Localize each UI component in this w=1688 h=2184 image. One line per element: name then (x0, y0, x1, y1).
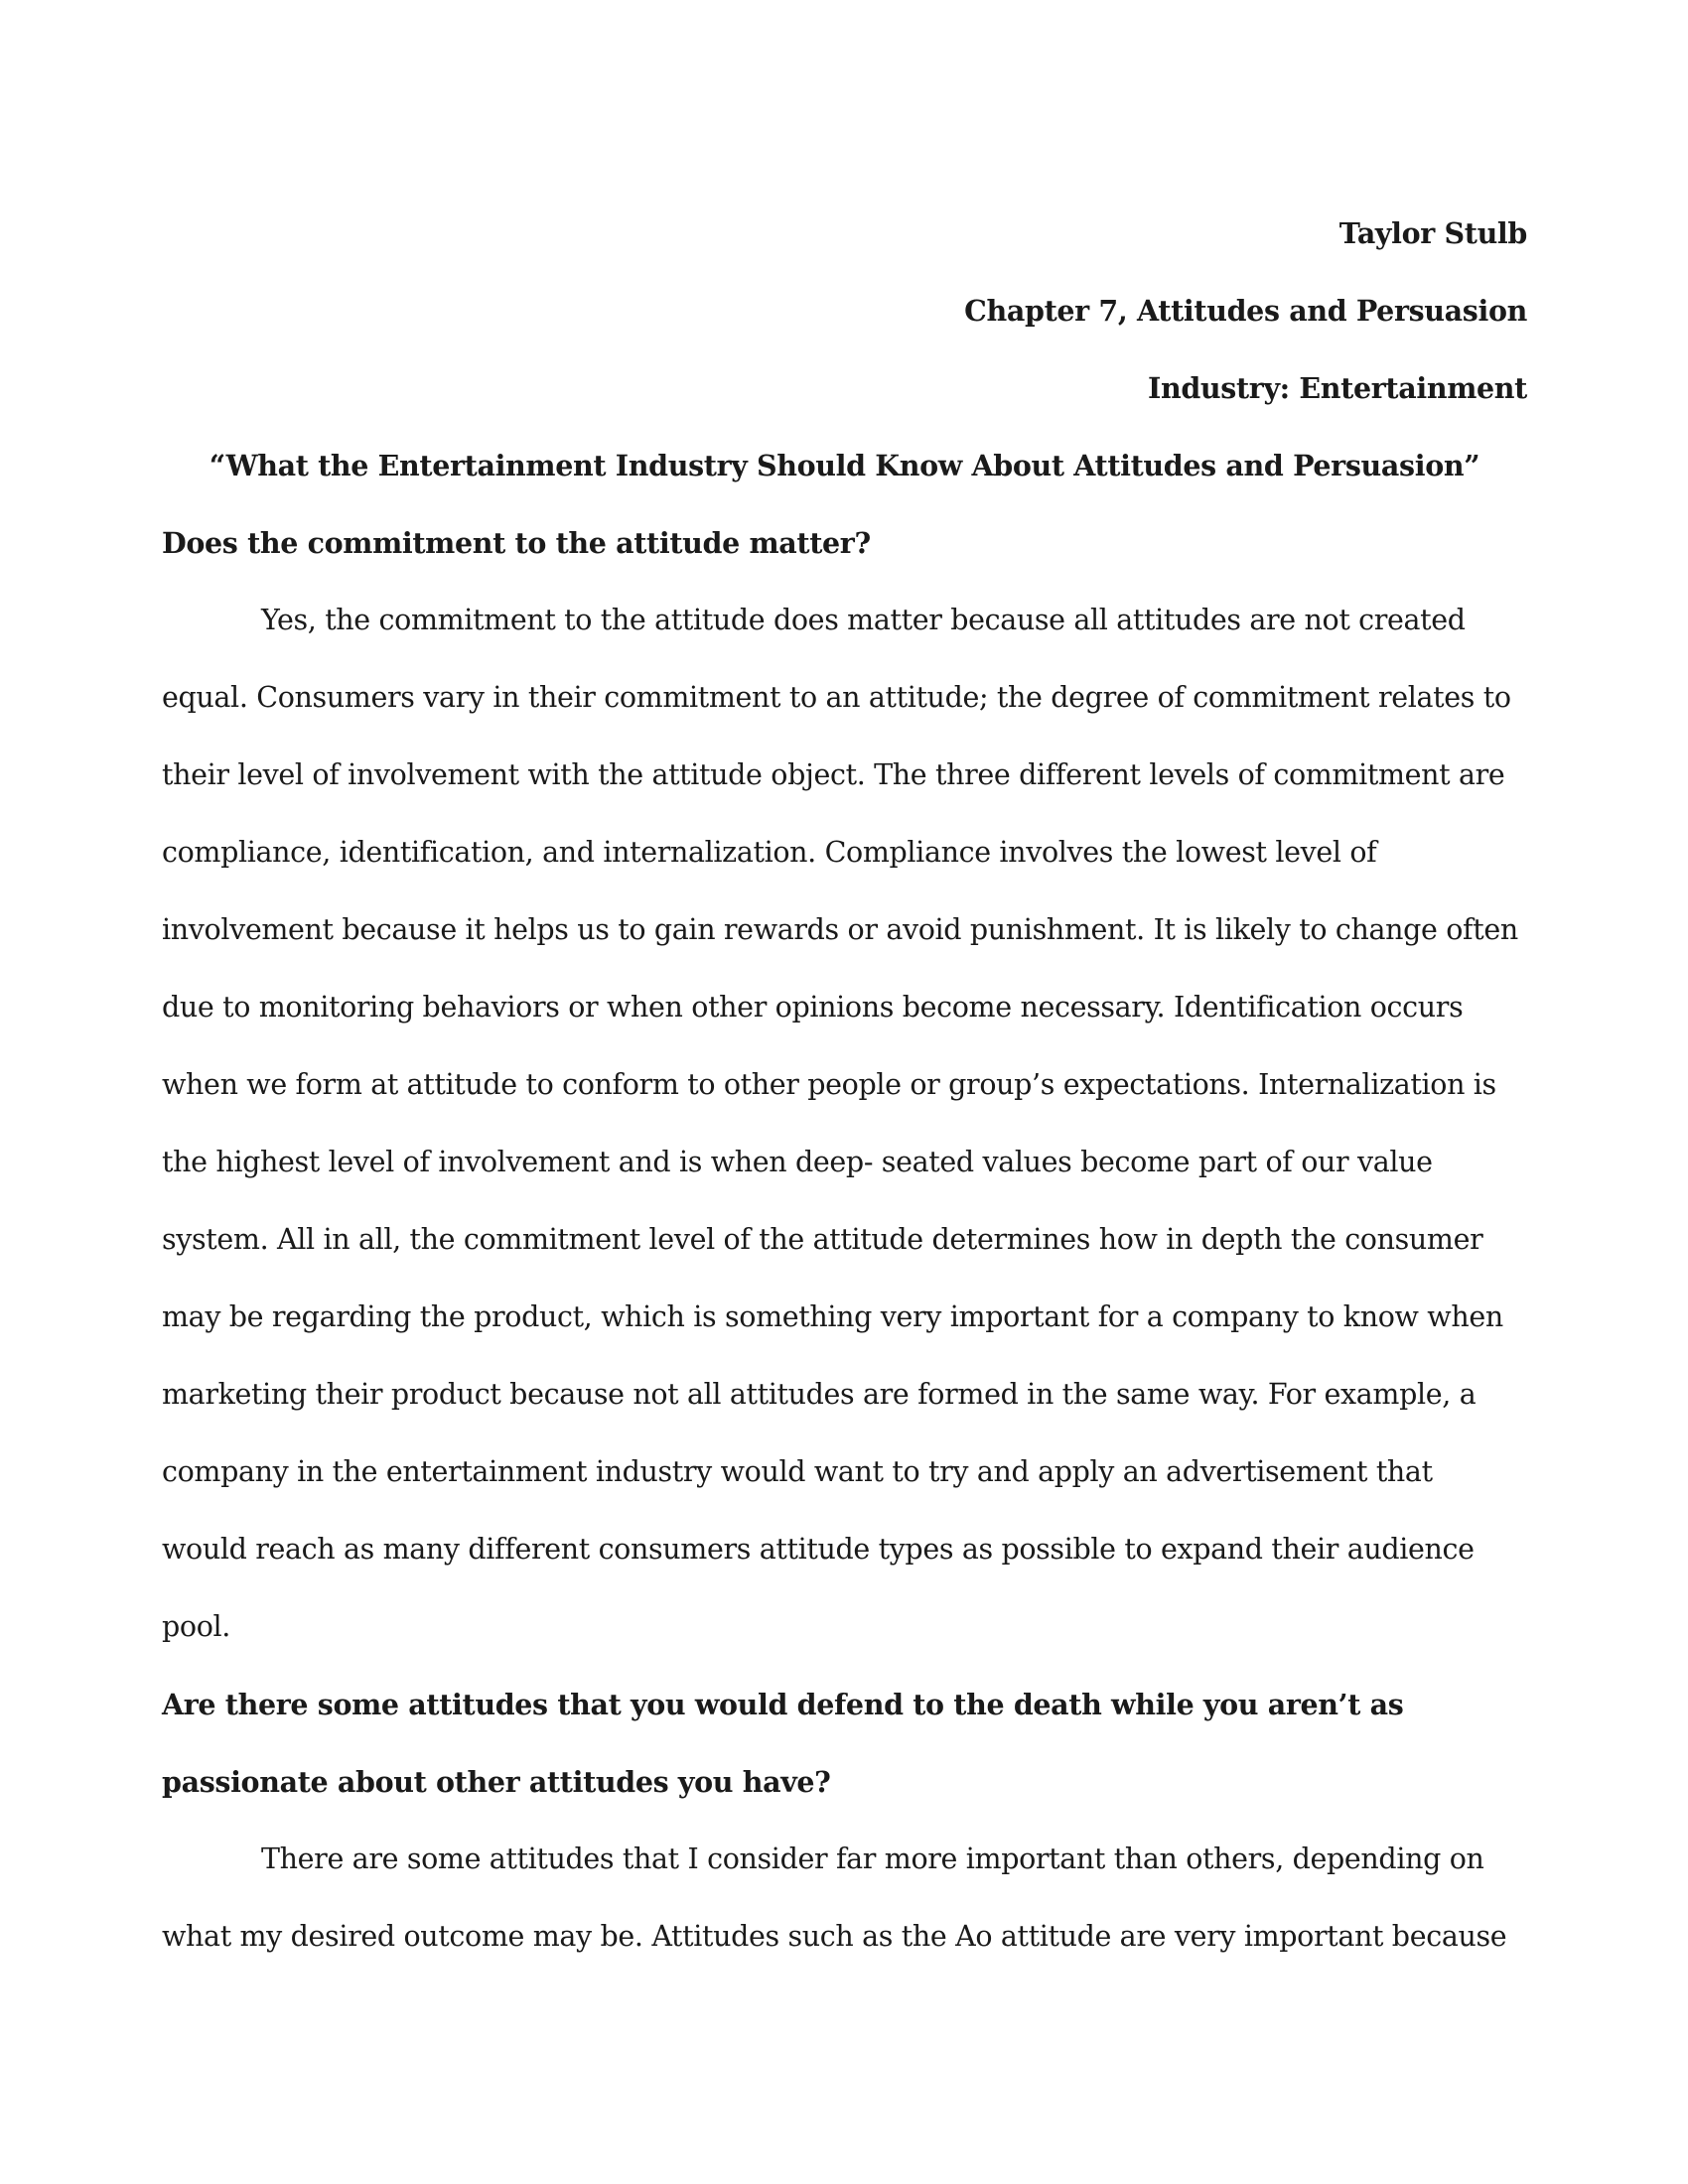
document-title: “What the Entertainment Industry Should Know About Attitudes and Persuasion” (209, 449, 1480, 482)
paragraph-line: There are some attitudes that I consider far more important than others, depending on (261, 1843, 1484, 1875)
paragraph-line: company in the entertainment industry would want to try and apply an advertisement that (162, 1455, 1433, 1488)
paragraph-line: compliance, identification, and internalization. Compliance involves the lowest level of (162, 836, 1377, 869)
industry-line: Industry: Entertainment (1148, 371, 1527, 405)
paragraph-line: pool. (162, 1610, 230, 1643)
section-heading: passionate about other attitudes you have? (162, 1765, 831, 1799)
chapter-line: Chapter 7, Attitudes and Persuasion (964, 294, 1527, 328)
paragraph-line: marketing their product because not all attitudes are formed in the same way. For example, a (162, 1378, 1477, 1411)
paragraph-line: equal. Consumers vary in their commitment to an attitude; the degree of commitment relates to (162, 681, 1511, 714)
document-body (162, 195, 1527, 1976)
paragraph-line: Yes, the commitment to the attitude does matter because all attitudes are not created (261, 604, 1466, 636)
paragraph-line: the highest level of involvement and is when deep- seated values become part of our value (162, 1146, 1433, 1178)
paragraph-line: involvement because it helps us to gain rewards or avoid punishment. It is likely to change often (162, 913, 1518, 946)
paragraph-line: would reach as many different consumers attitude types as possible to expand their audience (162, 1533, 1475, 1566)
paragraph-line: what my desired outcome may be. Attitudes such as the Ao attitude are very important because (162, 1920, 1507, 1953)
section-heading: Does the commitment to the attitude matter? (162, 526, 871, 560)
paragraph-line: their level of involvement with the attitude object. The three different levels of commitment are (162, 758, 1505, 791)
author-name: Taylor Stulb (1338, 216, 1527, 250)
paragraph-line: when we form at attitude to conform to other people or group’s expectations. Internalization is (162, 1068, 1496, 1101)
paragraph-line: due to monitoring behaviors or when other opinions become necessary. Identification occurs (162, 991, 1464, 1024)
section-heading: Are there some attitudes that you would defend to the death while you aren’t as (162, 1688, 1404, 1721)
paragraph-line: system. All in all, the commitment level of the attitude determines how in depth the consumer (162, 1223, 1483, 1256)
paragraph-line: may be regarding the product, which is something very important for a company to know when (162, 1300, 1503, 1333)
